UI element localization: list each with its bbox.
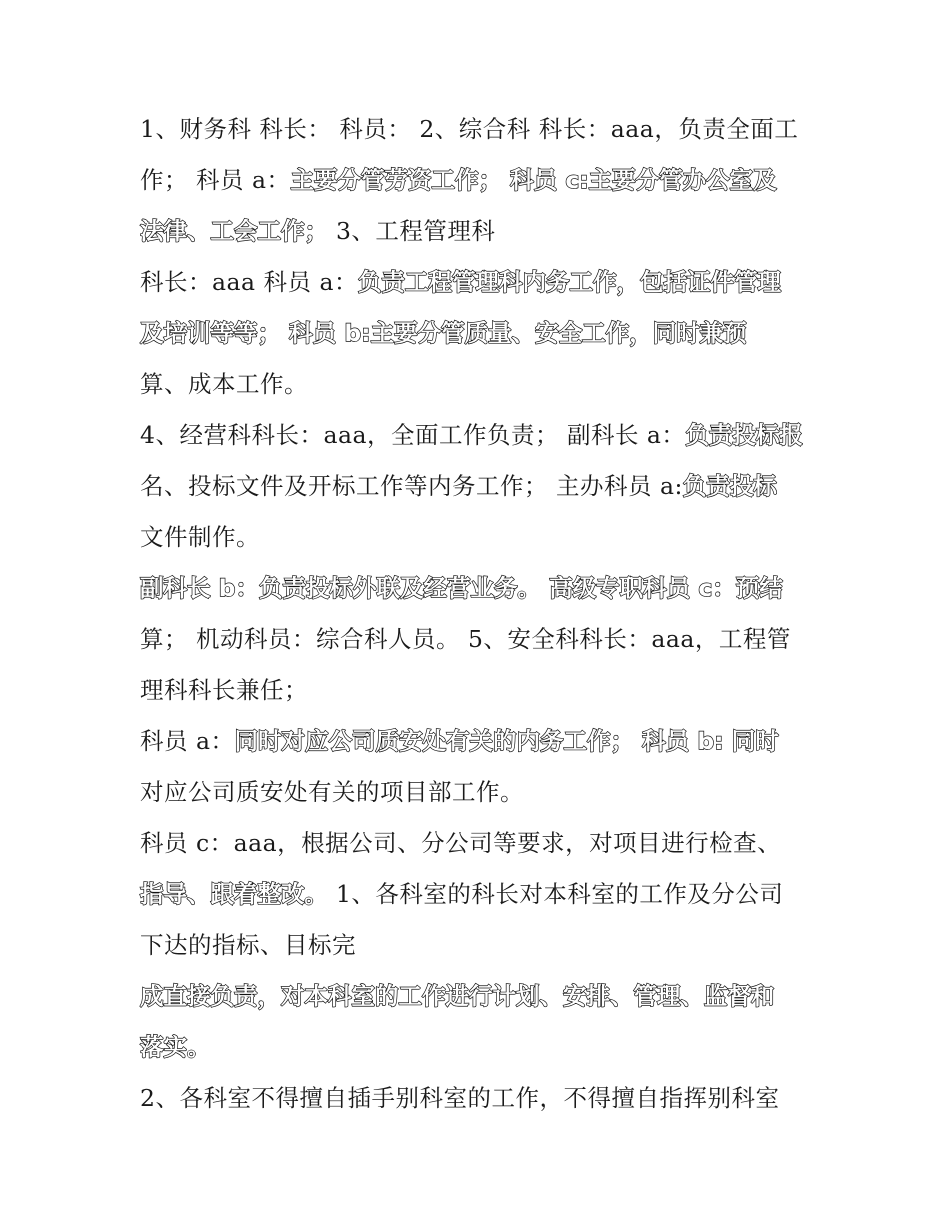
outlined-text-segment: 主要分管劳资工作； 科员 c:主要分管办公室及 — [290, 166, 777, 194]
text-line — [140, 104, 820, 155]
outlined-text-segment: 法律、工会工作； — [140, 217, 328, 245]
text-line — [140, 665, 820, 716]
text-segment: 名、投标文件及开标工作等内务工作； 主办科员 a: — [140, 472, 683, 500]
outlined-text-segment: 副科长 b：负责投标外联及经营业务。 高级专职科员 c：预结 — [140, 574, 783, 602]
outlined-text-segment: 及培训等等； 科员 b:主要分管质量、安全工作，同时兼预 — [140, 319, 747, 347]
text-segment: 科员 a： — [140, 727, 235, 755]
text-segment: 3、工程管理科 — [328, 217, 496, 245]
text-line — [140, 410, 820, 461]
text-line — [140, 869, 820, 920]
outlined-text-segment: 负责投标报 — [685, 421, 803, 449]
text-segment: 算； 机动科员：综合科人员。 5、安全科科长：aaa，工程管 — [140, 625, 791, 653]
text-line — [140, 563, 820, 614]
document-body — [140, 104, 820, 1124]
text-line — [140, 920, 820, 971]
text-segment: 文件制作。 — [140, 523, 260, 551]
text-segment: 对应公司质安处有关的项目部工作。 — [140, 778, 524, 806]
text-line — [140, 818, 820, 869]
outlined-text-segment: 指导、跟着整改。 — [140, 880, 328, 908]
outlined-text-segment: 成直接负责，对本科室的工作进行计划、安排、管理、监督和 — [140, 982, 775, 1010]
text-line — [140, 359, 820, 410]
text-line — [140, 614, 820, 665]
text-line — [140, 971, 820, 1022]
text-segment: 下达的指标、目标完 — [140, 931, 356, 959]
text-line — [140, 1022, 820, 1073]
text-segment: 作； 科员 a： — [140, 166, 291, 194]
text-line — [140, 512, 820, 563]
outlined-text-segment: 落实。 — [140, 1033, 211, 1061]
text-line — [140, 1073, 820, 1124]
text-segment: 2、各科室不得擅自插手别科室的工作，不得擅自指挥别科室 — [140, 1084, 780, 1112]
outlined-text-segment: 同时对应公司质安处有关的内务工作； 科员 b: 同时 — [234, 727, 779, 755]
outlined-text-segment: 负责投标 — [682, 472, 777, 500]
text-segment: 算、成本工作。 — [140, 370, 308, 398]
text-line — [140, 155, 820, 206]
text-line — [140, 308, 820, 359]
text-line — [140, 716, 820, 767]
text-segment: 科员 c：aaa，根据公司、分公司等要求，对项目进行检查、 — [140, 829, 782, 857]
text-line — [140, 767, 820, 818]
outlined-text-segment: 负责工程管理科内务工作，包括证件管理 — [357, 268, 781, 296]
text-line — [140, 461, 820, 512]
text-line — [140, 257, 820, 308]
text-segment: 1、财务科 科长： 科员： 2、综合科 科长：aaa，负责全面工 — [140, 115, 799, 143]
text-segment: 1、各科室的科长对本科室的工作及分公司 — [328, 880, 784, 908]
text-line — [140, 206, 820, 257]
text-segment: 4、经营科科长：aaa，全面工作负责； 副科长 a： — [140, 421, 686, 449]
text-segment: 理科科长兼任； — [140, 676, 308, 704]
text-segment: 科长：aaa 科员 a： — [140, 268, 358, 296]
